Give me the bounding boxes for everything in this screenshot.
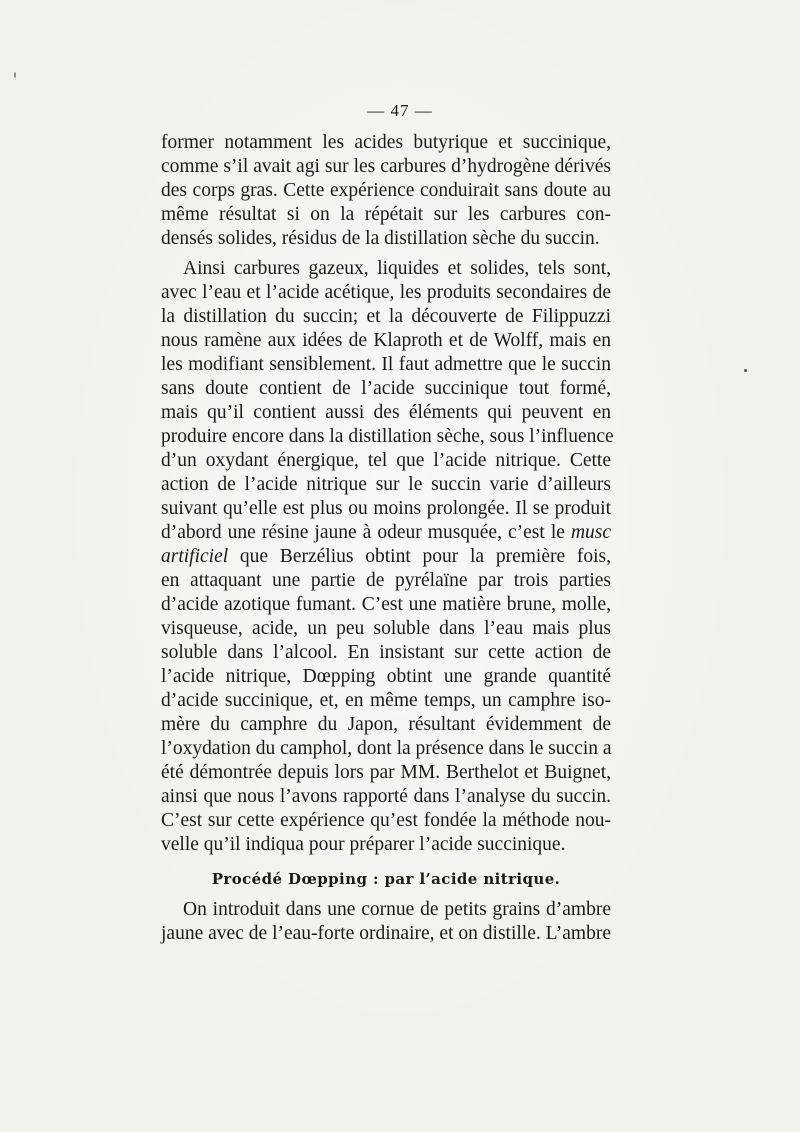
text-line: densés solides, résidus de la distillation sèche du succin.: [161, 228, 600, 249]
text-line-with-emphasis: [161, 521, 611, 545]
text-line: Ainsi carbures gazeux, liquides et solides, tels sont,: [183, 258, 611, 279]
text-line: d’acide azotique fumant. C’est une matière brune, molle,: [161, 594, 611, 615]
text-line: l’oxydation du camphol, dont la présence dans le succin a: [161, 738, 612, 759]
emphasis-artificiel: artificiel: [161, 546, 229, 567]
section-heading: Procédé Dœpping : par l’acide nitrique.: [211, 870, 561, 888]
text-line: des corps gras. Cette expérience conduirait sans doute au: [161, 180, 611, 201]
text-line: d’acide succinique, et, en même temps, un camphre iso-: [161, 690, 611, 711]
text-line: C’est sur cette expérience qu’est fondée la méthode nou-: [161, 810, 611, 831]
text-fragment: d’abord une résine jaune à odeur musquée, c’est le: [161, 522, 565, 543]
text-line-with-emphasis: [161, 545, 611, 569]
text-line: soluble dans l’alcool. En insistant sur cette action de: [161, 642, 611, 663]
text-line: visqueuse, acide, un peu soluble dans l’eau mais plus: [161, 618, 611, 639]
text-line: velle qu’il indiqua pour préparer l’acide succinique.: [161, 834, 566, 855]
text-line: mère du camphre du Japon, résultant évidemment de: [161, 714, 611, 735]
text-line: même résultat si on la répétait sur les carbures con-: [161, 204, 611, 225]
text-line: la distillation du succin; et la découverte de Filippuzzi: [161, 306, 611, 327]
text-line: jaune avec de l’eau-forte ordinaire, et on distille. L’ambre: [161, 923, 611, 944]
text-line: action de l’acide nitrique sur le succin varie d’ailleurs: [161, 474, 611, 495]
text-line: On introduit dans une cornue de petits grains d’ambre: [183, 899, 611, 920]
paper-speck: [744, 369, 747, 372]
text-line: d’un oxydant énergique, tel que l’acide nitrique. Cette: [161, 450, 611, 471]
text-line: nous ramène aux idées de Klaproth et de Wolff, mais en: [161, 330, 611, 351]
text-line: suivant qu’elle est plus ou moins prolongée. Il se produit: [161, 498, 611, 519]
paper-mark: [14, 72, 16, 78]
page-number: — 47 —: [367, 101, 433, 120]
paragraph-procedure: [161, 898, 611, 946]
text-line: mais qu’il contient aussi des éléments qui peuvent en: [161, 402, 611, 423]
paragraph-main: [161, 257, 614, 857]
text-line: avec l’eau et l’acide acétique, les produits secondaires de: [161, 282, 611, 303]
text-line: sans doute contient de l’acide succinique tout formé,: [161, 378, 611, 399]
text-line: comme s’il avait agi sur les carbures d’hydrogène dérivés: [161, 156, 611, 177]
emphasis-musc: musc: [570, 522, 612, 543]
text-line: les modifiant sensiblement. Il faut admettre que le succin: [161, 354, 611, 375]
text-line: été démontrée depuis lors par MM. Berthelot et Buignet,: [161, 762, 611, 783]
text-line: former notamment les acides butyrique et succinique,: [161, 132, 611, 153]
text-fragment: que Berzélius obtint pour la première fois,: [239, 546, 612, 567]
paragraph-continuation: [161, 131, 611, 251]
text-line: l’acide nitrique, Dœpping obtint une grande quantité: [161, 666, 611, 687]
text-line: ainsi que nous l’avons rapporté dans l’analyse du succin.: [161, 786, 611, 807]
text-line: en attaquant une partie de pyrélaïne par trois parties: [161, 570, 611, 591]
text-line: produire encore dans la distillation sèche, sous l’influence: [161, 426, 614, 447]
